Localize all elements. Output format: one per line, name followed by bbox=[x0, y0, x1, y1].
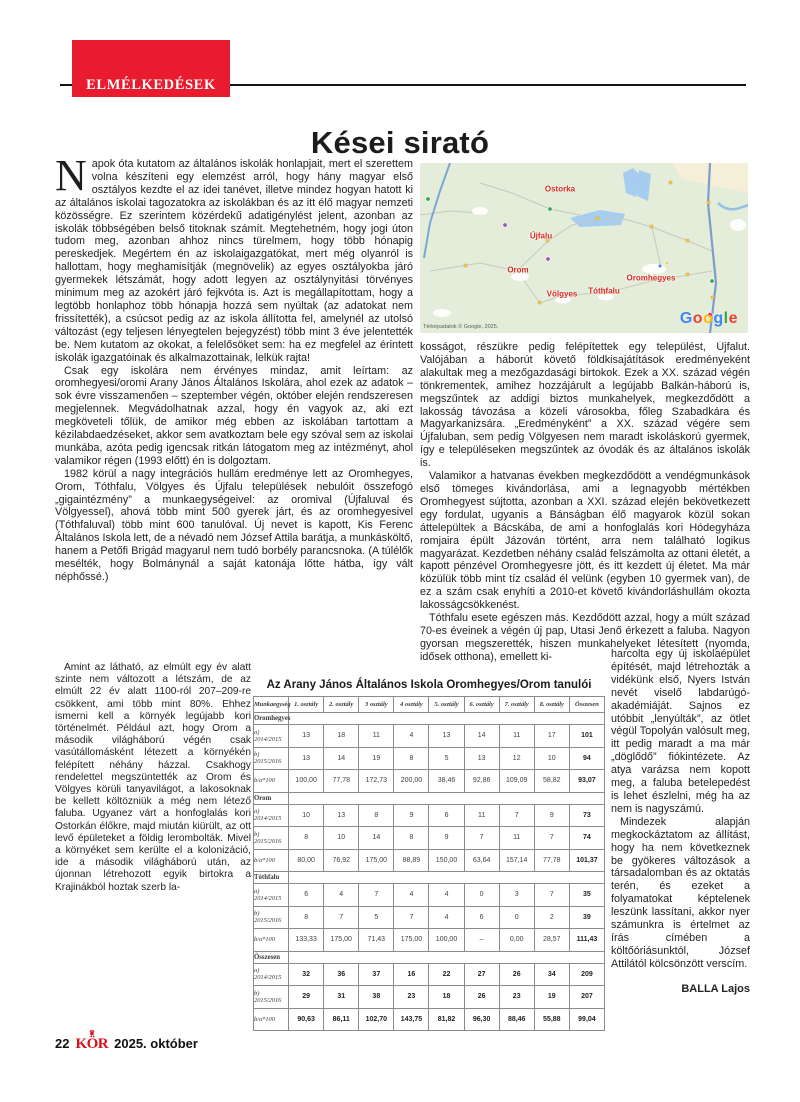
pupil-table-block bbox=[253, 679, 605, 1031]
paragraph: Tóthfalu esete egészen más. Kezdődött azzal, hogy a múlt század 70-es éveinek a végén új pap, Utasi Jenő érkezett a faluba. Nagyon gyorsan megszerették, hiszen munkahelyeket létesített (nyomda, idősek otthona), emellett ki- bbox=[420, 612, 750, 663]
table-cell: 13 bbox=[324, 804, 359, 827]
row-label: b/a*100 bbox=[254, 1008, 289, 1031]
table-cell: 58,82 bbox=[534, 770, 569, 793]
table-cell: 29 bbox=[289, 986, 324, 1009]
table-cell: 80,00 bbox=[289, 849, 324, 872]
article-column-middle bbox=[420, 341, 750, 663]
column-header: 2. osztály bbox=[324, 697, 359, 713]
table-cell: 8 bbox=[359, 804, 394, 827]
table-cell: 13 bbox=[429, 725, 464, 748]
table-cell: 175,00 bbox=[359, 849, 394, 872]
google-logo-letter: g bbox=[713, 310, 724, 327]
table-cell: 4 bbox=[324, 884, 359, 907]
table-cell: 8 bbox=[289, 906, 324, 929]
table-cell: 10 bbox=[289, 804, 324, 827]
table-cell: 100,00 bbox=[429, 929, 464, 952]
google-logo-letter: l bbox=[723, 310, 729, 327]
table-cell: 3 bbox=[499, 884, 534, 907]
table-cell: 102,70 bbox=[359, 1008, 394, 1031]
row-total-cell: 111,43 bbox=[569, 929, 604, 952]
row-label: Összesen bbox=[254, 951, 289, 963]
table-cell: 13 bbox=[464, 747, 499, 770]
table-cell: 34 bbox=[534, 963, 569, 986]
article-column-narrow-left bbox=[55, 662, 251, 1016]
row-label: a) 2014/2015 bbox=[254, 963, 289, 986]
table-cell: 14 bbox=[464, 725, 499, 748]
row-total-cell: 73 bbox=[569, 804, 604, 827]
issue-date: 2025. október bbox=[114, 1036, 198, 1051]
map-town-label: Orom bbox=[507, 265, 529, 275]
table-cell: 13 bbox=[289, 725, 324, 748]
table-cell: 8 bbox=[289, 827, 324, 850]
table-body bbox=[254, 713, 605, 1031]
table-cell: 175,00 bbox=[324, 929, 359, 952]
table-cell: 90,63 bbox=[289, 1008, 324, 1031]
paragraph bbox=[55, 158, 413, 365]
table-cell: 77,78 bbox=[324, 770, 359, 793]
paragraph: 1982 körül a nagy integrációs hullám eredménye lett az Oromhegyes, Orom, Tóthfalu, Völgyes és Újfalu települések nebulóit összefogó „gigaintézmény” a munkaegységeivel: az oromival (Újfaluval és Völgyessel), ahová több mint 500 gyerek járt, és az oromhegyesivel (Tóthfaluval) több mint 600 tanulóval. Új nevet is kapott, Kis Ferenc Általános Iskola lett, de a névadó nem József Attila barátja, a munkásköltő, hanem a Petőfi Brigád magyarul nem tudó borbély parancsnoka. (A túlélők mesélték, hogy Bolmánynál a saját katonája lőtte hátba, így vált néphőssé.) bbox=[55, 467, 413, 583]
section-filler bbox=[289, 951, 605, 963]
section-row bbox=[254, 792, 605, 804]
paragraph: kosságot, részükre pedig felépítettek egy települést, Újfalut. Valójában a háborút követő földkisajátítások eredményeként alakultak meg a mezőgazdasági birtokok. Ezek a XX. század végén tönkrementek, amihez hozzájárult a legújabb Balkán-háború is, megszűntek az addigi biztos munkahelyek, megkezdődött a lakosság távozása a közeli városokba, főleg Szabadkára és Magyarkanizsára. „Eredményként” a XX. század végére sem Újfaluban, sem pedig Völgyesen nem maradt iskoláskorú gyermek, így e településeken megszűntek az óvodák és az általános iskolák is. bbox=[420, 341, 750, 470]
table-cell: 175,00 bbox=[394, 929, 429, 952]
section-label: ELMÉLKEDÉSEK bbox=[86, 77, 216, 93]
table-cell: 38,46 bbox=[429, 770, 464, 793]
row-total-cell: 74 bbox=[569, 827, 604, 850]
google-logo-letter: e bbox=[728, 310, 738, 327]
google-logo bbox=[680, 310, 738, 328]
table-cell: 8 bbox=[394, 747, 429, 770]
drop-cap: N bbox=[55, 158, 87, 200]
column-header: 4 osztály bbox=[394, 697, 429, 713]
row-total-cell: 101 bbox=[569, 725, 604, 748]
row-label: b) 2015/2016 bbox=[254, 906, 289, 929]
table-cell: 11 bbox=[499, 725, 534, 748]
row-label: Orom bbox=[254, 792, 289, 804]
column-header: Munkaegység bbox=[254, 697, 289, 713]
table-row bbox=[254, 906, 605, 929]
page-footer bbox=[55, 1036, 198, 1053]
table-cell: 31 bbox=[324, 986, 359, 1009]
table-cell: 71,43 bbox=[359, 929, 394, 952]
section-filler bbox=[289, 872, 605, 884]
row-label: Tóthfalu bbox=[254, 872, 289, 884]
table-row bbox=[254, 747, 605, 770]
map-town-label: Ostorka bbox=[544, 184, 576, 194]
row-total-cell: 209 bbox=[569, 963, 604, 986]
table-cell: 19 bbox=[534, 986, 569, 1009]
pupil-table bbox=[253, 696, 605, 1031]
table-cell: 88,46 bbox=[499, 1008, 534, 1031]
table-cell: 76,92 bbox=[324, 849, 359, 872]
author-byline: BALLA Lajos bbox=[681, 982, 750, 995]
table-cell: 4 bbox=[394, 725, 429, 748]
row-total-cell: 93,07 bbox=[569, 770, 604, 793]
table-cell: 12 bbox=[499, 747, 534, 770]
table-cell: 6 bbox=[464, 906, 499, 929]
row-label: a) 2014/2015 bbox=[254, 804, 289, 827]
table-cell: 9 bbox=[429, 827, 464, 850]
table-cell: 17 bbox=[534, 725, 569, 748]
row-label: b/a*100 bbox=[254, 849, 289, 872]
paragraph: Mindezek alapján megkockáztatom az állítást, hogy ha nem következnek be gyökeres változások a társadalomban és az oktatás terén, és ezeket a folyamatokat képtelenek leszünk lassítani, akkor nyer számunkra is értelmet az írás címében a költőóriásunktól, József Attilától kölcsönzött verscím. bbox=[611, 815, 750, 970]
paragraph-text: apok óta kutatom az általános iskolák honlapjait, mert el szerettem volna készíteni egy elemzést arról, hogy hány magyar első osztályos kezdte el az idei tanévet, illetve mindez hogyan hatott ki az általános iskolai tagozatokra az iskolákban és az itt élő magyar nemzeti közösségre. Ez szerintem közérdekű adatigénylést jelent, azonban az iskolák többségében belső titoknak számít. Megtehetném, hogy jogi úton tudom meg, azonban ahhoz nincs türelmem, hogy több hónapig pereskedjek. Megértem én az iskolaigazgatókat, mert még olyanról is hallottam, hogy meghamisítják (megnövelik) az egyes osztályokba járó gyermekek létszámát, hogy adott legyen az osztálynyitási törvényes minimum meg az azokért járó fejkvóta is. Azt is megállapítottam, hogy a legtöbb honlaphoz több hónapja hozzá sem nyúltak (az adatokat nem frissítették), a csúcsot pedig az az iskola állította fel, amelynél az utolsó változást (egy teljesen lényegtelen bejegyzést) több mint 3 éve jelentették be. Nem kutatom az okokat, a felelősöket sem: ha ez megfelel az érintett iskolák igazgatóinak és alkalmazottainak, lelkük rajta! bbox=[55, 158, 413, 364]
table-row bbox=[254, 849, 605, 872]
table-cell: 37 bbox=[359, 963, 394, 986]
column-header: 3 osztály bbox=[359, 697, 394, 713]
table-row bbox=[254, 725, 605, 748]
table-cell: 77,78 bbox=[534, 849, 569, 872]
section-filler bbox=[289, 713, 605, 725]
row-label: b) 2015/2016 bbox=[254, 827, 289, 850]
table-row bbox=[254, 884, 605, 907]
table-cell: 22 bbox=[429, 963, 464, 986]
table-row bbox=[254, 770, 605, 793]
table-row bbox=[254, 1008, 605, 1031]
row-total-cell: 101,37 bbox=[569, 849, 604, 872]
table-cell: 5 bbox=[429, 747, 464, 770]
table-cell: 19 bbox=[359, 747, 394, 770]
row-total-cell: 99,04 bbox=[569, 1008, 604, 1031]
map-graphic bbox=[420, 163, 748, 333]
map-town-label: Újfalu bbox=[529, 231, 553, 241]
table-cell: 28,57 bbox=[534, 929, 569, 952]
table-cell: 133,33 bbox=[289, 929, 324, 952]
article-column-right bbox=[611, 648, 750, 1020]
table-cell: 16 bbox=[394, 963, 429, 986]
table-row bbox=[254, 929, 605, 952]
section-row bbox=[254, 872, 605, 884]
section-row bbox=[254, 713, 605, 725]
table-cell: 55,88 bbox=[534, 1008, 569, 1031]
map-town-label: Oromhegyes bbox=[626, 273, 676, 283]
table-cell: 23 bbox=[394, 986, 429, 1009]
table-cell: 8 bbox=[394, 827, 429, 850]
table-cell: 150,00 bbox=[429, 849, 464, 872]
table-cell: 7 bbox=[464, 827, 499, 850]
table-cell: 32 bbox=[289, 963, 324, 986]
map-attribution: Térképadatok © Google, 2025. bbox=[423, 324, 499, 330]
table-cell: 11 bbox=[464, 804, 499, 827]
table-header-row bbox=[254, 697, 605, 713]
section-banner bbox=[72, 40, 230, 97]
row-label: a) 2014/2015 bbox=[254, 725, 289, 748]
table-cell: 9 bbox=[394, 804, 429, 827]
google-map bbox=[420, 163, 748, 333]
row-label: b/a*100 bbox=[254, 770, 289, 793]
row-total-cell: 207 bbox=[569, 986, 604, 1009]
table-cell: 36 bbox=[324, 963, 359, 986]
row-label: b/a*100 bbox=[254, 929, 289, 952]
map-town-label: Tóthfalu bbox=[588, 286, 620, 296]
column-header: 1. osztály bbox=[289, 697, 324, 713]
table-cell: 7 bbox=[324, 906, 359, 929]
table-cell: 11 bbox=[359, 725, 394, 748]
article-column-left bbox=[55, 158, 413, 654]
section-filler bbox=[289, 792, 605, 804]
table-cell: 200,00 bbox=[394, 770, 429, 793]
table-cell: 14 bbox=[359, 827, 394, 850]
table-cell: 100,00 bbox=[289, 770, 324, 793]
table-cell: 13 bbox=[289, 747, 324, 770]
column-header: 6. osztály bbox=[464, 697, 499, 713]
table-cell: 4 bbox=[429, 884, 464, 907]
google-logo-letter: o bbox=[703, 310, 714, 327]
table-row bbox=[254, 827, 605, 850]
row-total-cell: 39 bbox=[569, 906, 604, 929]
column-header: 7. osztály bbox=[499, 697, 534, 713]
paragraph: Csak egy iskolára nem érvényes mindaz, amit leírtam: az oromhegyesi/oromi Arany János Általános Iskolára, ahol ezek az adatok – sok évre visszamenően – szeptember végén, október elején rendszeresen megjelennek. Megvádolhatnak azzal, hogy én vagyok az, aki ezt megköveteli tőlük, de amikor még ebben az iskolában tartottam a kézilabdaedzéseket, akkor sem avatkoztam bele egy szóval sem az iskolai munkába, azóta pedig igencsak ritkán látogatom meg az intézményt, ahol valamikor régen (1993 előtt) én is dolgoztam. bbox=[55, 364, 413, 467]
table-cell: 2 bbox=[534, 906, 569, 929]
row-label: Oromhegyes bbox=[254, 713, 289, 725]
table-cell: 9 bbox=[534, 804, 569, 827]
map-terrain bbox=[420, 163, 748, 333]
section-row bbox=[254, 951, 605, 963]
table-cell: 10 bbox=[324, 827, 359, 850]
table-cell: 7 bbox=[499, 804, 534, 827]
table-cell: 0,00 bbox=[499, 929, 534, 952]
google-logo-letter: o bbox=[692, 310, 704, 327]
table-cell: 143,75 bbox=[394, 1008, 429, 1031]
table-cell: 5 bbox=[359, 906, 394, 929]
table-cell: 18 bbox=[429, 986, 464, 1009]
page-number: 22 bbox=[55, 1036, 70, 1051]
table-cell: 81,82 bbox=[429, 1008, 464, 1031]
table-cell: 4 bbox=[394, 884, 429, 907]
table-cell: 26 bbox=[464, 986, 499, 1009]
table-cell: 172,73 bbox=[359, 770, 394, 793]
google-logo-letter: G bbox=[679, 310, 693, 327]
table-cell: 92,86 bbox=[464, 770, 499, 793]
kor-magazine-logo: ♛ KÖR bbox=[75, 1036, 108, 1053]
table-cell: 14 bbox=[324, 747, 359, 770]
table-cell: 10 bbox=[534, 747, 569, 770]
table-row bbox=[254, 986, 605, 1009]
page-title: Kései sirató bbox=[310, 124, 490, 160]
table-cell: 0 bbox=[499, 906, 534, 929]
table-cell: – bbox=[464, 929, 499, 952]
table-cell: 109,09 bbox=[499, 770, 534, 793]
table-cell: 7 bbox=[394, 906, 429, 929]
row-label: a) 2014/2015 bbox=[254, 884, 289, 907]
table-cell: 18 bbox=[324, 725, 359, 748]
column-header: 5. osztály bbox=[429, 697, 464, 713]
table-cell: 6 bbox=[429, 804, 464, 827]
table-title: Az Arany János Általános Iskola Oromhegyes/Orom tanulói bbox=[266, 679, 592, 691]
row-label: b) 2015/2016 bbox=[254, 986, 289, 1009]
table-cell: 6 bbox=[289, 884, 324, 907]
table-cell: 38 bbox=[359, 986, 394, 1009]
map-town-label: Völgyes bbox=[546, 289, 578, 299]
paragraph: harcolta egy új iskolaépület építését, majd létrehozták a vidékünk első, Nyers István nevét viselő labdarúgó-akadémiáját. Sajnos ez utóbbit „lenyúlták”, az ötlet végül Topolyán valósult meg, itt pedig maradt a ma már „döglődő” fiókintézete. Az atya varázsa nem kopott meg, a faluba betelepedést is lehet észlelni, még ha az nem is nagyszámú. bbox=[611, 648, 750, 815]
paragraph: Amint az látható, az elmúlt egy év alatt szinte nem változott a létszám, de az elmúlt 22 év alatt 1100-ról 207–209-re csökkent, ami több mint 80%. Ehhez ismerni kell a környék legújabb kori történelmét. Például azt, hogy Orom a második világháború végén csak vasútállomásként létezett a környékén felépített néhány házzal. Csakhogy rendelettel megszüntették az Orom és Völgyes körüli tanyavilágot, a lakosoknak be kellett költözniük a még nem létező faluba. Ugyanez várt a honfoglalás kori Ostorkán élőkre, majd miután kiürült, az ott levő épületeket a földig lerombolták. Mivel a környéket sem kerülte el a kolonizáció, ide a második világháború után, az újonnan létrehozott egyik birtokra a Krajinákból hoztak szerb la- bbox=[55, 662, 251, 893]
table-cell: 86,11 bbox=[324, 1008, 359, 1031]
column-header: 8. osztály bbox=[534, 697, 569, 713]
row-label: b) 2015/2016 bbox=[254, 747, 289, 770]
table-cell: 27 bbox=[464, 963, 499, 986]
table-cell: 7 bbox=[359, 884, 394, 907]
table-cell: 11 bbox=[499, 827, 534, 850]
row-total-cell: 35 bbox=[569, 884, 604, 907]
table-row bbox=[254, 963, 605, 986]
table-cell: 4 bbox=[429, 906, 464, 929]
table-cell: 7 bbox=[534, 827, 569, 850]
row-total-cell: 94 bbox=[569, 747, 604, 770]
paragraph: Valamikor a hatvanas években megkezdődött a vendégmunkások első tömeges kivándorlása, ami a legnagyobb mértékben Oromhegyest sújtotta, azonban a XXI. század elején bekövetkezett egy fordulat, ugyanis a Bánságban élő magyarok közül sokan áttelepültek a Bácskába, de ami a honfoglalás kori Hódegyháza romjaira épült Jázován történt, arra nem található logikus magyarázat. Kezdetben néhány család felszámolta az ottani életét, a kapott pénzével Oromhegyesre jött, és itt kezdett új életet. Ma már közülük több mint tíz család él velünk (egyben 10 gyermek van), de ez a szám csak enyhíti a 2010-et követő kivándorláshullám okozta lakosságcsökkenést. bbox=[420, 470, 750, 612]
table-cell: 7 bbox=[534, 884, 569, 907]
table-cell: 88,89 bbox=[394, 849, 429, 872]
table-cell: 63,64 bbox=[464, 849, 499, 872]
table-row bbox=[254, 804, 605, 827]
table-cell: 0 bbox=[464, 884, 499, 907]
column-header: Összesen bbox=[569, 697, 604, 713]
table-cell: 26 bbox=[499, 963, 534, 986]
table-cell: 96,30 bbox=[464, 1008, 499, 1031]
table-cell: 157,14 bbox=[499, 849, 534, 872]
table-cell: 23 bbox=[499, 986, 534, 1009]
